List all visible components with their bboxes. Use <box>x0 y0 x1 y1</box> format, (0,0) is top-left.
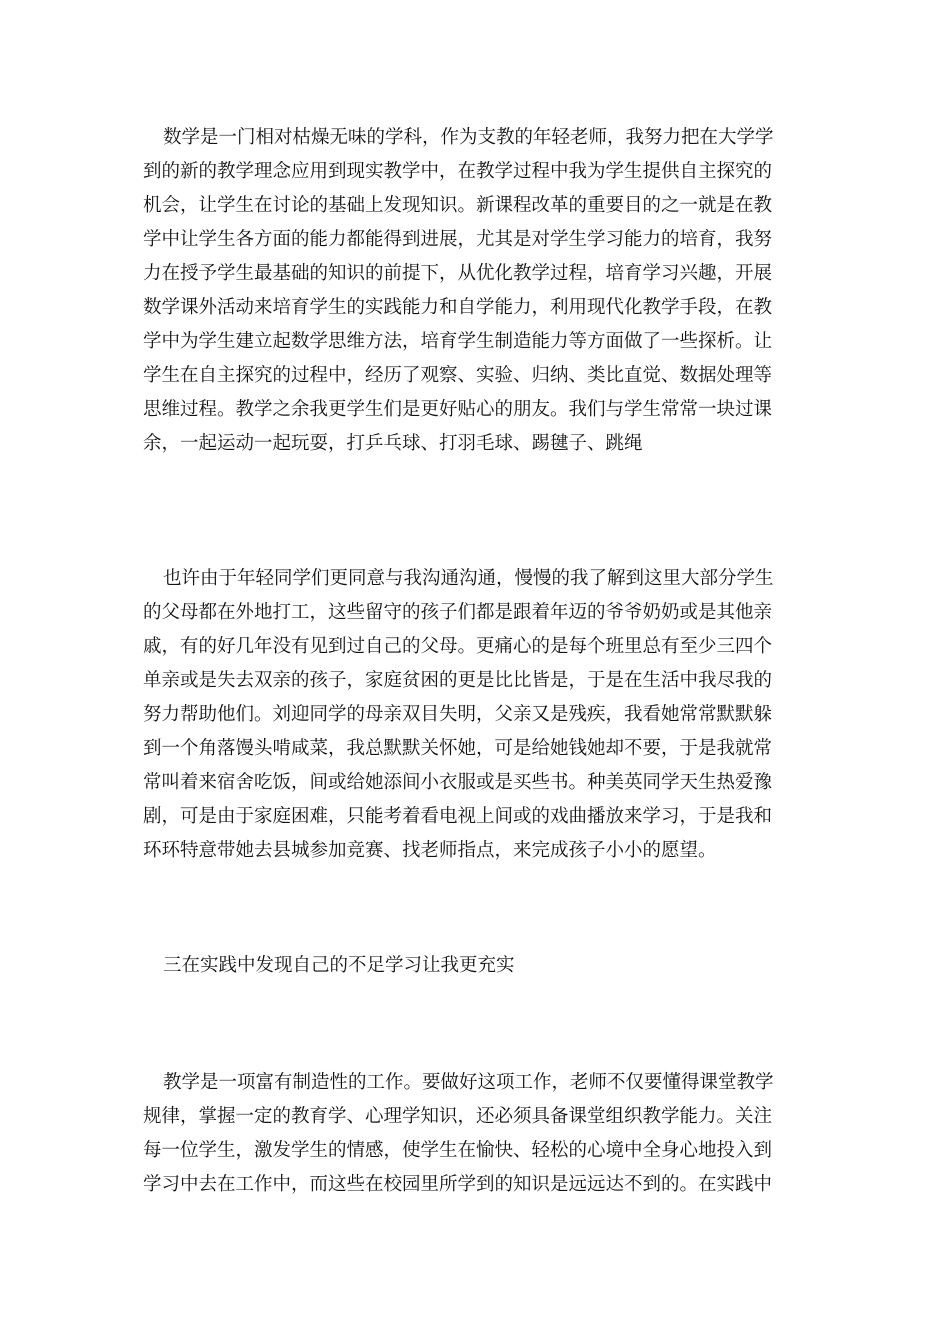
paragraph-creative-teaching <box>143 1066 797 1202</box>
paragraph-left-behind-children <box>143 562 797 868</box>
text-line: 学生在自主探究的过程中，经历了观察、实验、归纳、类比直觉、数据处理等 <box>143 365 773 386</box>
text-line: 教学是一项富有制造性的工作。要做好这项工作，老师不仅要懂得课堂教学 <box>163 1072 774 1093</box>
text-line: 学中为学生建立起数学思维方法，培育学生制造能力等方面做了一些探析。让 <box>143 331 773 352</box>
text-line: 戚，有的好几年没有见到过自己的父母。更痛心的是每个班里总有至少三四个 <box>143 636 773 657</box>
text-line: 学中让学生各方面的能力都能得到进展，尤其是对学生学习能力的培育，我努 <box>143 229 773 250</box>
text-line: 力在授予学生最基础的知识的前提下，从优化教学过程，培育学习兴趣，开展 <box>143 263 773 284</box>
text-line: 余，一起运动一起玩耍，打乒乓球、打羽毛球、踢毽子、跳绳 <box>143 433 643 454</box>
text-line: 到一个角落馒头啃咸菜，我总默默关怀她，可是给她钱她却不要，于是我就常 <box>143 738 773 759</box>
text-line: 常叫着来宿舍吃饭，间或给她添间小衣服或是买些书。种美英同学天生热爱豫 <box>143 772 773 793</box>
text-line: 机会，让学生在讨论的基础上发现知识。新课程改革的重要目的之一就是在教 <box>143 195 773 216</box>
text-line: 学习中去在工作中，而这些在校园里所学到的知识是远远达不到的。在实践中 <box>143 1174 773 1195</box>
section-heading <box>143 949 797 983</box>
text-line: 剧，可是由于家庭困难，只能考着看电视上间或的戏曲播放来学习，于是我和 <box>143 806 773 827</box>
text-line: 也许由于年轻同学们更同意与我沟通沟通，慢慢的我了解到这里大部分学生 <box>163 568 774 589</box>
text-line: 的父母都在外地打工，这些留守的孩子们都是跟着年迈的爷爷奶奶或是其他亲 <box>143 602 773 623</box>
text-line: 规律，掌握一定的教育学、心理学知识，还必须具备课堂组织教学能力。关注 <box>143 1106 773 1127</box>
text-line: 三在实践中发现自己的不足学习让我更充实 <box>163 955 515 976</box>
text-line: 单亲或是失去双亲的孩子，家庭贫困的更是比比皆是，于是在生活中我尽我的 <box>143 670 773 691</box>
text-line: 数学课外活动来培育学生的实践能力和自学能力，利用现代化教学手段，在教 <box>143 297 773 318</box>
paragraph-teaching-math <box>143 121 797 461</box>
text-line: 环环特意带她去县城参加竞赛、找老师指点，来完成孩子小小的愿望。 <box>143 840 717 861</box>
text-line: 到的新的教学理念应用到现实教学中，在教学过程中我为学生提供自主探究的 <box>143 161 773 182</box>
text-line: 思维过程。教学之余我更学生们是更好贴心的朋友。我们与学生常常一块过课 <box>143 399 773 420</box>
text-line: 努力帮助他们。刘迎同学的母亲双目失明，父亲又是残疾，我看她常常默默躲 <box>143 704 773 725</box>
text-line: 每一位学生，激发学生的情感，使学生在愉快、轻松的心境中全身心地投入到 <box>143 1140 773 1161</box>
text-line: 数学是一门相对枯燥无味的学科，作为支教的年轻老师，我努力把在大学学 <box>163 127 774 148</box>
